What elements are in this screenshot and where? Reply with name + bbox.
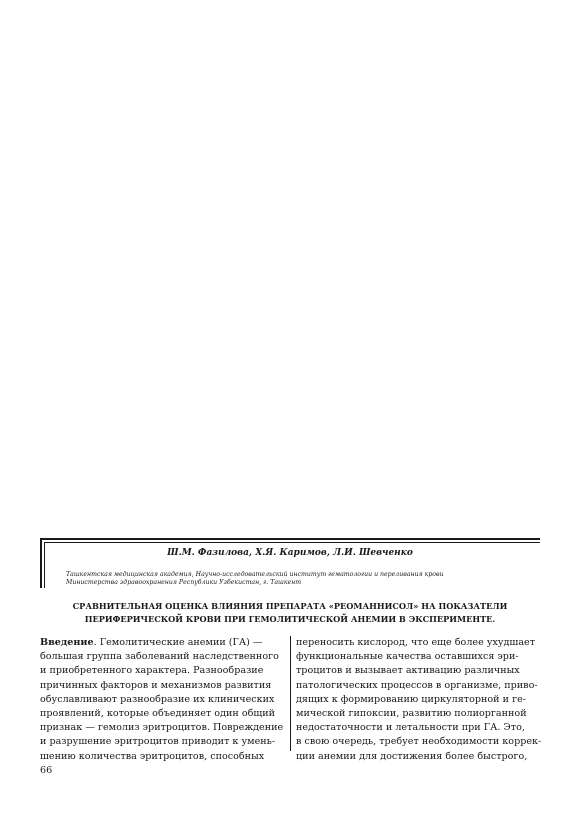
text-line: шению количества эритроцитов, способных (40, 750, 265, 762)
header-rule-left (40, 538, 42, 588)
column-divider (290, 636, 291, 751)
text-fragment: . Гемолитические анемии (ГА) — (93, 637, 263, 648)
title-line: СРАВНИТЕЛЬНАЯ ОЦЕНКА ВЛИЯНИЯ ПРЕПАРАТА «РЕОМАННИСОЛ» НА ПОКАЗАТЕЛИ (72, 601, 508, 611)
text-line: большая группа заболеваний наследственного (40, 651, 279, 663)
text-line: и приобретенного характера. Разнообразие (40, 665, 264, 677)
text-line: ции анемии для достижения более быстрого, (296, 750, 528, 762)
text-line: и разрушение эритроцитов приводит к умень- (40, 736, 276, 748)
authors: Ш.М. Фазилова, Х.Я. Каримов, Л.И. Шевченко (167, 548, 413, 558)
article-title (40, 600, 540, 626)
affiliation-line: Ташкентская медицинская академия, Научно-исследовательский институт гематологии и переливания крови (66, 571, 444, 578)
article-header (40, 538, 540, 588)
text-line: признак — гемолиз эритроцитов. Повреждение (40, 722, 284, 734)
intro-label: Введение (40, 637, 94, 648)
right-column (296, 636, 540, 764)
text-line: недостаточности и летальности при ГА. Это, (296, 722, 525, 734)
header-rule-top-inner (44, 542, 540, 543)
text-line: мической гипоксии, развитию полиорганной (296, 708, 527, 720)
text-line: проявлений, которые объединяет один общий (40, 708, 276, 720)
text-line: троцитов и вызывает активацию различных (296, 665, 520, 677)
header-rule-top (40, 538, 540, 540)
title-line: ПЕРИФЕРИЧЕСКОЙ КРОВИ ПРИ ГЕМОЛИТИЧЕСКОЙ АНЕМИИ В ЭКСПЕРИМЕНТЕ. (84, 614, 496, 624)
left-column (40, 636, 284, 764)
text-line: обуславливают разнообразие их клинических (40, 693, 275, 705)
text-line: в свою очередь, требует необходимости коррек- (296, 736, 542, 748)
text-line (40, 636, 284, 650)
text-line: патологических процессов в организме, приво- (296, 679, 538, 691)
text-line: переносить кислород, что еще более ухудшает (296, 637, 536, 648)
text-line: причинных факторов и механизмов развития (40, 679, 272, 691)
text-line: функциональные качества оставшихся эри- (296, 651, 519, 663)
affiliation-line: Министерства здравоохранения Республики Узбекистан, г. Ташкент (66, 579, 302, 586)
page-number: 66 (40, 765, 53, 776)
text-line: дящих к формированию циркуляторной и ге- (296, 693, 527, 705)
